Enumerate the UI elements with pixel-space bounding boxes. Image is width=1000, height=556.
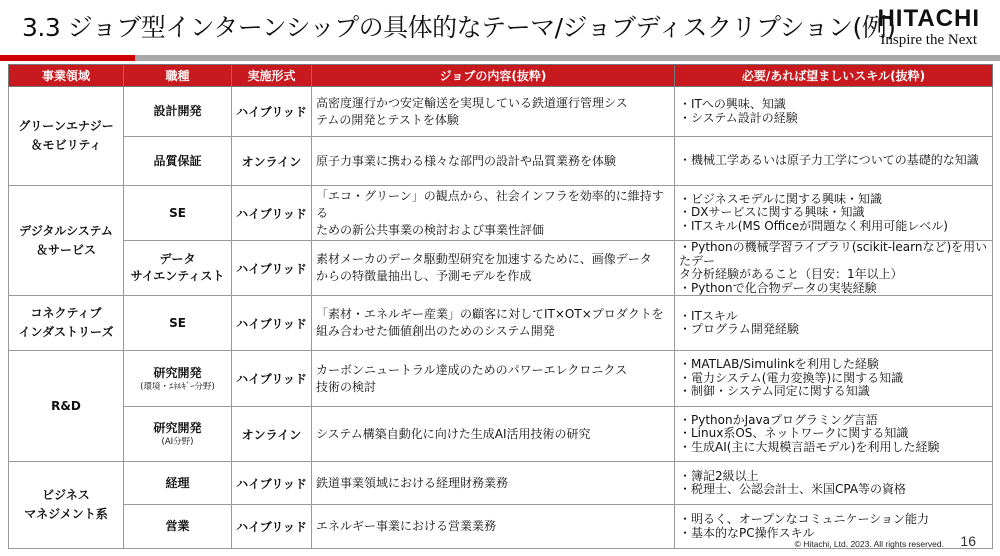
title-rule-red xyxy=(0,55,135,61)
role-cell xyxy=(124,407,232,462)
role-cell xyxy=(124,241,232,296)
skill-item: タ分析経験があること（目安：1年以上） xyxy=(679,267,903,281)
role-line: 設計開発 xyxy=(153,104,202,118)
job-description-table xyxy=(8,64,993,549)
role-cell xyxy=(124,87,232,137)
content-cell xyxy=(312,137,675,186)
skills-cell xyxy=(675,351,993,407)
field-cell xyxy=(9,462,124,549)
table-row xyxy=(9,462,993,505)
role-cell xyxy=(124,351,232,407)
table-row xyxy=(9,87,993,137)
content-cell xyxy=(312,351,675,407)
skills-cell xyxy=(675,407,993,462)
format-cell: オンライン xyxy=(232,407,312,462)
skill-item: ・Linux系OS、ネットワークに関する知識 xyxy=(679,426,909,441)
skills-cell xyxy=(675,186,993,241)
table-row xyxy=(9,296,993,351)
content-line: エネルギー事業における営業業務 xyxy=(316,519,497,533)
skills-cell xyxy=(675,87,993,137)
content-line: ための新公共事業の検討および事業性評価 xyxy=(316,222,545,237)
skills-cell xyxy=(675,137,993,186)
content-line: 鉄道事業領域における経理財務業務 xyxy=(316,475,509,490)
format-cell: ハイブリッド xyxy=(232,462,312,505)
content-line: システム構築自動化に向けた生成AI活用技術の研究 xyxy=(316,426,591,441)
skill-item: ・ITスキル(MS Officeが問題なく利用可能レベル) xyxy=(679,218,948,233)
skill-item: ・MATLAB/Simulinkを利用した経験 xyxy=(679,357,879,372)
content-cell xyxy=(312,87,675,137)
hitachi-logo xyxy=(877,6,980,48)
skills-cell xyxy=(675,296,993,351)
skill-item: ・ビジネスモデルに関する興味・知識 xyxy=(679,191,883,206)
skill-item: ・Pythonで化合物データの実装経験 xyxy=(679,280,877,295)
skill-item: ・簿記2級以上 xyxy=(679,468,759,483)
page-title: 3.3 ジョブ型インターンシップの具体的なテーマ/ジョブディスクリプション(例) xyxy=(22,13,896,42)
content-line: 「エコ・グリーン」の観点から、社会インフラを効率的に維持する xyxy=(316,188,664,220)
content-cell xyxy=(312,505,675,549)
header-content: ジョブの内容(抜粋) xyxy=(312,65,675,87)
field-cell xyxy=(9,87,124,186)
skill-item: ・PythonかJavaプログラミング言語 xyxy=(679,412,878,427)
field-line: インダストリーズ xyxy=(18,325,114,339)
role-line: SE xyxy=(169,315,186,330)
skill-item: ・基本的なPC操作スキル xyxy=(679,525,815,540)
skill-item: ・ITへの興味、知識 xyxy=(679,97,786,111)
content-cell xyxy=(312,296,675,351)
content-cell xyxy=(312,241,675,296)
role-line: 営業 xyxy=(165,519,190,533)
field-line: ＆モビリティ xyxy=(30,138,102,152)
role-cell xyxy=(124,137,232,186)
content-cell xyxy=(312,407,675,462)
format-cell: ハイブリッド xyxy=(232,87,312,137)
field-line: デジタルシステム xyxy=(19,223,113,238)
role-note: (AI分野) xyxy=(161,437,194,447)
title-rule-gray xyxy=(135,55,1000,61)
role-line: 経理 xyxy=(165,475,190,490)
table-row xyxy=(9,351,993,407)
role-cell xyxy=(124,462,232,505)
skill-item: ・制御・システム同定に関する知識 xyxy=(679,384,870,399)
table-row xyxy=(9,407,993,462)
skill-item: ・Pythonの機械学習ライブラリ(scikit-learnなど)を用いたデー xyxy=(679,240,988,268)
content-line: 原子力事業に携わる様々な部門の設計や品質業務を体験 xyxy=(316,153,617,168)
role-line: 研究開発 xyxy=(153,365,202,380)
field-line: ビジネス xyxy=(42,488,90,502)
content-line: 素材メーカのデータ駆動型研究を加速するために、画像データ xyxy=(316,252,652,266)
skill-item: ・システム設計の経験 xyxy=(679,110,798,125)
field-line: マネジメント系 xyxy=(24,507,108,521)
format-cell: ハイブリッド xyxy=(232,241,312,296)
copyright-notice: © Hitachi, Ltd. 2023. All rights reserved. xyxy=(794,539,944,549)
content-cell xyxy=(312,462,675,505)
role-line: サイエンティスト xyxy=(130,269,225,283)
format-cell: ハイブリッド xyxy=(232,505,312,549)
skill-item: ・生成AI(主に大規模言語モデル)を利用した経験 xyxy=(679,439,940,454)
skill-item: ・プログラム開発経験 xyxy=(679,322,799,336)
skill-item: ・機械工学あるいは原子力工学についての基礎的な知識 xyxy=(679,153,979,168)
skill-item: ・電力システム(電力変換等)に関する知識 xyxy=(679,370,904,385)
format-cell: オンライン xyxy=(232,137,312,186)
table-row xyxy=(9,241,993,296)
table-header-row xyxy=(9,65,993,87)
table-row xyxy=(9,137,993,186)
format-cell: ハイブリッド xyxy=(232,351,312,407)
field-line: ＆サービス xyxy=(35,242,96,257)
field-cell xyxy=(9,351,124,462)
role-cell xyxy=(124,186,232,241)
field-line: コネクティブ xyxy=(30,306,102,320)
role-cell xyxy=(124,505,232,549)
role-line: 品質保証 xyxy=(153,153,202,168)
content-line: 「素材・エネルギー産業」の顧客に対してIT×OT×プロダクトを xyxy=(316,307,664,321)
content-line: カーボンニュートラル達成のためのパワーエレクロニクス xyxy=(316,362,628,377)
logo-wordmark: HITACHI xyxy=(877,5,980,32)
skill-item: ・明るく、オープンなコミュニケーション能力 xyxy=(679,512,929,526)
content-line: からの特徴量抽出し、予測モデルを作成 xyxy=(316,269,532,283)
role-line: データ xyxy=(159,252,196,266)
role-note: (環境・ｴﾈﾙｷﾞｰ分野) xyxy=(140,381,215,392)
field-line: グリーンエナジー xyxy=(18,119,114,133)
role-line: 研究開発 xyxy=(153,421,202,435)
role-cell xyxy=(124,296,232,351)
field-line: R&D xyxy=(51,398,81,413)
skill-item: ・DXサービスに関する興味・知識 xyxy=(679,205,865,220)
content-line: 高密度運行かつ安定輸送を実現している鉄道運行管理シス xyxy=(316,95,628,110)
field-cell xyxy=(9,186,124,296)
header-field: 事業領域 xyxy=(9,65,124,87)
skill-item: ・ITスキル xyxy=(679,308,738,323)
header-format: 実施形式 xyxy=(232,65,312,87)
table-row xyxy=(9,186,993,241)
format-cell: ハイブリッド xyxy=(232,296,312,351)
content-line: 組み合わせた価値創出のためのシステム開発 xyxy=(316,324,555,338)
skills-cell xyxy=(675,462,993,505)
skill-item: ・税理士、公認会計士、米国CPA等の資格 xyxy=(679,482,907,496)
header-role: 職種 xyxy=(124,65,232,87)
logo-tagline: Inspire the Next xyxy=(880,32,978,48)
content-line: テムの開発とテストを体験 xyxy=(316,112,459,127)
role-line: SE xyxy=(169,205,186,220)
content-line: 技術の検討 xyxy=(316,379,377,394)
skills-cell xyxy=(675,241,993,296)
content-cell xyxy=(312,186,675,241)
format-cell: ハイブリッド xyxy=(232,186,312,241)
page-number: 16 xyxy=(960,533,976,549)
header-skills: 必要/あれば望ましいスキル(抜粋) xyxy=(675,65,993,87)
field-cell xyxy=(9,296,124,351)
